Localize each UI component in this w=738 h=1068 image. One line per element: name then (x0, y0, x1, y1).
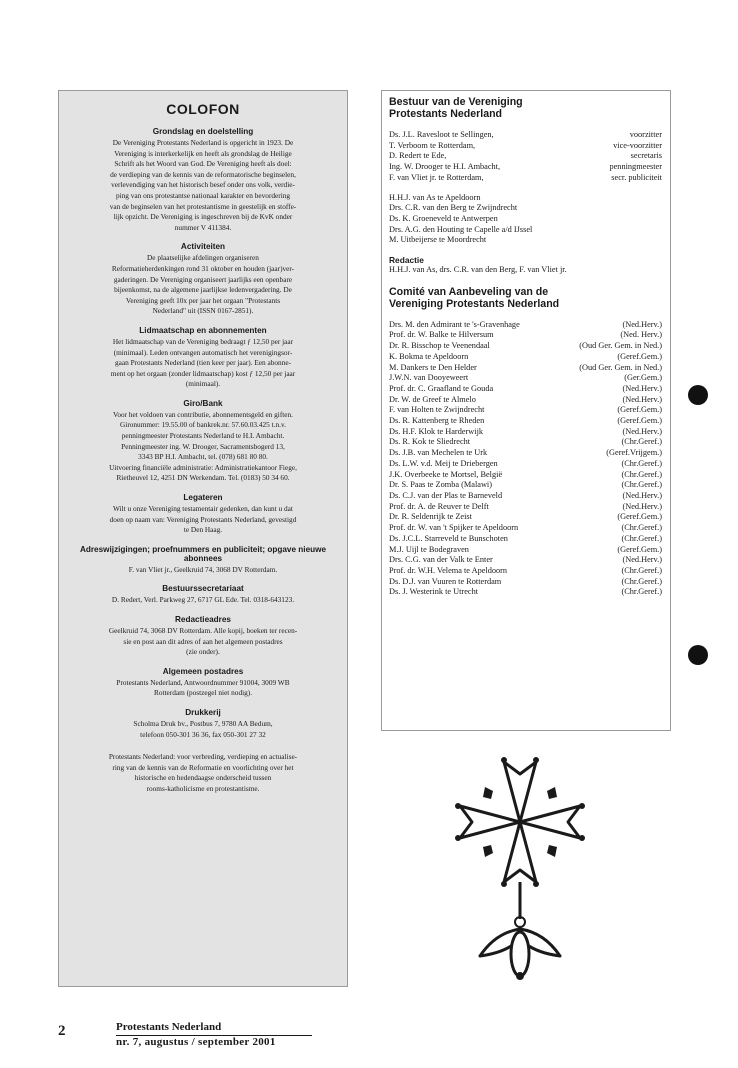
comite-row (389, 373, 662, 384)
comite-church: (Ned.Herv.) (622, 426, 662, 436)
redactie-text: H.H.J. van As, drs. C.R. van den Berg, F. van Vliet jr. (389, 265, 567, 275)
colofon-section-text (69, 253, 337, 317)
colofon-line: van de beginselen van het protestantisme in geestelijk en stoffe- (109, 201, 297, 211)
officer-row (389, 141, 662, 152)
comite-name: Drs. C.G. van der Valk te Enter (389, 555, 493, 565)
comite-church: (Chr.Geref.) (621, 480, 662, 490)
colofon-line: Wilt u onze Vereniging testamentair gedenken, dan kunt u dat (113, 504, 293, 514)
comite-name: M. Dankers te Den Helder (389, 362, 477, 372)
colofon-section-text (69, 337, 337, 390)
comite-name: J.K. Overbeeke te Mortsel, België (389, 469, 503, 479)
comite-name: Ds. J.C.L. Starreveld te Bunschoten (389, 533, 508, 543)
binder-hole-bottom (688, 645, 708, 665)
colofon-line: Reformatieherdenkingen rond 31 oktober en houden (jaar)ver- (111, 263, 295, 273)
colofon-line: sie en post aan dit adres of aan het algemeen postadres (123, 636, 283, 646)
comite-name: Ds. R. Kattenberg te Rheden (389, 416, 485, 426)
colofon-line: Schrift als het Woord van God. De Vereniging heeft als doel: (114, 159, 292, 169)
colofon-line: Het lidmaatschap van de Vereniging bedraagt ƒ 12,50 per jaar (112, 336, 294, 346)
comite-row (389, 352, 662, 363)
officer-role: secr. publiciteit (611, 172, 662, 182)
colofon-section-text (69, 595, 337, 606)
comite-church: (Ned.Herv.) (622, 394, 662, 404)
comite-name: Dr. S. Paas te Zomba (Malawi) (389, 480, 492, 490)
board-title-line1: Bestuur van de Vereniging (389, 96, 523, 108)
colofon-closing-line: ring van de kennis van de Reformatie en voorlichting over het (112, 762, 294, 772)
colofon-section-heading: Bestuurssecretariaat (162, 584, 244, 594)
comite-church: (Ned.Herv.) (622, 383, 662, 393)
comite-name: Dr. R. Bisschop te Veenendaal (389, 341, 490, 351)
colofon-line: Uitvoering financiële administratie: Administratiekantoor Fiege, (109, 462, 297, 472)
comite-title (389, 286, 662, 310)
colofon-line: telefoon 050-301 36 36, fax 050-301 27 32 (140, 729, 266, 739)
board-box (381, 90, 671, 731)
comite-row (389, 405, 662, 416)
colofon-section-text (69, 565, 337, 576)
comite-row (389, 395, 662, 406)
colofon-section-text (69, 678, 337, 699)
colofon-closing-line: historische en hedendaagse onderscheid tussen (134, 773, 272, 783)
colofon-line: Penningmeester ing. W. Drooger, Sacramentsbogerd 13, (121, 441, 285, 451)
colofon-line: ping van ons protestantse nationaal karakter en bevordering (115, 190, 291, 200)
comite-church: (Chr.Geref.) (621, 437, 662, 447)
comite-church: (Oud Ger. Gem. in Ned.) (579, 362, 662, 372)
comite-church: (Ned.Herv.) (622, 501, 662, 511)
colofon-line: Geelkruid 74, 3068 DV Rotterdam. Alle kopij, boeken ter recen- (108, 626, 298, 635)
huguenot-cross-icon (440, 744, 600, 1004)
comite-row (389, 437, 662, 448)
comite-row (389, 320, 662, 331)
officer-row (389, 173, 662, 184)
comite-name: Dr. R. Seldenrijk te Zeist (389, 512, 472, 522)
comite-row (389, 470, 662, 481)
colofon-section-heading: Giro/Bank (183, 398, 223, 408)
colofon-section-text (69, 719, 337, 740)
comite-name: Ds. C.J. van der Plas te Barneveld (389, 490, 503, 500)
comite-church: (Chr.Geref.) (621, 458, 662, 468)
comite-name: Ds. H.F. Klok te Harderwijk (389, 426, 484, 436)
colofon-section-heading: Legateren (183, 493, 223, 503)
board-member: M. Uitbeijerse te Moordrecht (389, 235, 487, 245)
issue-info: nr. 7, augustus / september 2001 (116, 1036, 276, 1048)
comite-row (389, 555, 662, 566)
colofon-section-heading: Redactieadres (175, 615, 231, 624)
redactie-heading: Redactie (389, 255, 424, 266)
comite-row (389, 416, 662, 427)
officer-list (389, 130, 662, 184)
comite-row (389, 363, 662, 374)
officer-row (389, 151, 662, 162)
comite-row (389, 491, 662, 502)
colofon-line: (zie onder). (186, 647, 220, 657)
colofon-line: Protestants Nederland, Antwoordnummer 91004, 3009 WB (116, 677, 290, 687)
comite-row (389, 534, 662, 545)
comite-name: Ds. D.J. van Vuuren te Rotterdam (389, 576, 502, 586)
comite-church: (Geref.Gem.) (617, 512, 662, 522)
comite-church: (Geref.Vrijgem.) (606, 448, 662, 458)
comite-row (389, 384, 662, 395)
officer-name: T. Verboom te Rotterdam, (389, 140, 476, 150)
colofon-closing-line: Protestants Nederland: voor verbreding, verdieping en actualise- (108, 752, 298, 762)
colofon-section-text (69, 504, 337, 536)
comite-name: Dr. W. de Greef te Almelo (389, 394, 476, 404)
comite-name: Ds. R. Kok te Sliedrecht (389, 437, 471, 447)
comite-name: Prof. dr. A. de Reuver te Delft (389, 501, 489, 511)
officer-name: Ing. W. Drooger te H.I. Ambacht, (389, 162, 501, 172)
colofon-sections (69, 127, 337, 740)
board-member-list (389, 193, 662, 247)
colofon-line: De Vereniging Protestants Nederland is opgericht in 1923. De (112, 138, 294, 147)
comite-row (389, 545, 662, 556)
comite-church: (Geref.Gem.) (617, 416, 662, 426)
colofon-line: (minimaal). (185, 379, 221, 389)
colofon-section-text (69, 410, 337, 484)
comite-name: F. van Holten te Zwijndrecht (389, 405, 485, 415)
colofon-line: te Den Haag. (183, 525, 223, 535)
comite-name: Ds. L.W. v.d. Meij te Driebergen (389, 458, 498, 468)
colofon-title: COLOFON (166, 101, 240, 117)
comite-church: (Chr.Geref.) (621, 523, 662, 533)
comite-row (389, 502, 662, 513)
comite-church: (Ned.Herv.) (622, 490, 662, 500)
colofon-line: gaan Protestants Nederland (tien keer per jaar). Een abonne- (114, 358, 292, 368)
page-number: 2 (58, 1023, 66, 1039)
comite-row (389, 330, 662, 341)
colofon-line: nummer V 411384. (174, 222, 232, 232)
comite-name: Prof. dr. W. van 't Spijker te Apeldoorn (389, 523, 519, 533)
colofon-line: Vereniging is interkerkelijk en heeft als grondslag de Heilige (114, 148, 292, 158)
comite-name: J.W.N. van Dooyeweert (389, 373, 469, 383)
binder-hole-top (688, 385, 708, 405)
colofon-section-text (69, 138, 337, 233)
comite-row (389, 566, 662, 577)
comite-title-line2: Vereniging Protestants Nederland (389, 297, 560, 310)
colofon-section-heading: Lidmaatschap en abonnementen (139, 325, 267, 335)
comite-church: (Geref.Gem.) (617, 405, 662, 415)
colofon-section-heading: Drukkerij (185, 707, 221, 717)
comite-church: (Ned.Herv.) (622, 555, 662, 565)
publication-footer (116, 1021, 312, 1049)
comite-church: (Geref.Gem.) (617, 544, 662, 554)
officer-name: Ds. J.L. Ravesloot te Sellingen, (389, 130, 494, 139)
comite-row (389, 577, 662, 588)
colofon-line: Nederland" uit (ISSN 0167-2851). (152, 306, 254, 316)
comite-row (389, 512, 662, 523)
colofon-line: (minimaal). Leden ontvangen automatisch het verenigingsor- (113, 347, 293, 357)
comite-name: Prof. dr. C. Graafland te Gouda (389, 383, 494, 393)
officer-name: D. Redert te Ede, (389, 151, 447, 161)
comite-row (389, 448, 662, 459)
comite-church: (Ned. Herv.) (620, 330, 662, 340)
colofon-line: penningmeester Protestants Nederland te H.I. Ambacht. (121, 431, 285, 441)
colofon-line: Rotterdam (postzegel niet nodig). (153, 688, 253, 698)
comite-name: Ds. J.B. van Mechelen te Urk (389, 448, 488, 458)
colofon-closing (69, 752, 337, 794)
comite-row (389, 459, 662, 470)
officer-role: vice-voorzitter (613, 140, 662, 150)
board-member: H.H.J. van As te Apeldoorn (389, 192, 481, 202)
colofon-section-text (69, 626, 337, 658)
comite-row (389, 523, 662, 534)
colofon-line: Gironummer: 19.55.00 of bankrek.nr. 57.60.03.425 t.n.v. (120, 420, 286, 430)
officer-role: voorzitter (629, 130, 662, 139)
comite-church: (Oud Ger. Gem. in Ned.) (579, 341, 662, 351)
comite-church: (Chr.Geref.) (621, 469, 662, 479)
board-title (389, 96, 662, 120)
colofon-line: De plaatselijke afdelingen organiseren (147, 253, 259, 263)
comite-name: Drs. M. den Admirant te 's-Gravenhage (389, 319, 520, 329)
comite-name: Ds. J. Westerink te Utrecht (389, 587, 479, 597)
colofon-line: Rietheuvel 12, 4251 DN Werkendam. Tel. (0183) 50 34 60. (116, 473, 290, 483)
officer-name: F. van Vliet jr. te Rotterdam, (389, 172, 484, 182)
colofon-box (58, 90, 348, 987)
colofon-line: doen op naam van: Vereniging Protestants Nederland, gevestigd (109, 514, 297, 524)
comite-church: (Chr.Geref.) (621, 587, 662, 597)
colofon-line: 3343 BP H.I. Ambacht, tel. (078) 681 80 80. (138, 452, 268, 462)
board-title-line2: Protestants Nederland (389, 108, 503, 120)
board-member: Drs. C.R. van den Berg te Zwijndrecht (389, 203, 518, 213)
colofon-line: Vereniging geeft 10x per jaar het orgaan "Protestants (125, 295, 281, 305)
comite-row (389, 427, 662, 438)
colofon-closing-line: rooms-katholicisme en protestantisme. (146, 783, 260, 793)
comite-name: Prof. dr. W.H. Velema te Apeldoorn (389, 565, 508, 575)
publication-title: Protestants Nederland (116, 1021, 312, 1036)
comite-row (389, 341, 662, 352)
comite-church: (Chr.Geref.) (621, 533, 662, 543)
officer-row (389, 162, 662, 173)
comite-church: (Chr.Geref.) (621, 565, 662, 575)
comite-row (389, 587, 662, 598)
colofon-line: verlevendiging van het historisch besef onder ons volk, verdie- (111, 180, 295, 190)
colofon-line: Scholma Druk bv., Postbus 7, 9780 AA Bedum, (133, 718, 273, 728)
colofon-line: bijeenkomst, na de algemene jaarlijkse ledenvergadering. De (114, 285, 292, 295)
comite-list (389, 320, 662, 598)
colofon-line: ment op het orgaan (zonder lidmaatschap) kost ƒ 12,50 per jaar (110, 368, 296, 378)
comite-row (389, 480, 662, 491)
comite-church: (Ned.Herv.) (622, 319, 662, 329)
comite-name: K. Bokma te Apeldoorn (389, 351, 469, 361)
comite-name: M.J. Uijl te Bodegraven (389, 544, 469, 554)
comite-name: Prof. dr. W. Balke te Hilversum (389, 330, 494, 340)
comite-title-line1: Comité van Aanbeveling van de (389, 285, 549, 298)
board-member: Drs. A.G. den Houting te Capelle a/d IJssel (389, 224, 533, 234)
colofon-section-heading: Algemeen postadres (162, 666, 244, 676)
officer-role: penningmeester (609, 162, 662, 172)
colofon-line: lijk opzicht. De Vereniging is ingeschreven bij de KvK onder (113, 212, 293, 222)
officer-row (389, 130, 662, 141)
colofon-line: F. van Vliet jr., Geelkruid 74, 3068 DV Rotterdam. (128, 564, 278, 574)
board-member: Ds. K. Groeneveld te Antwerpen (389, 213, 498, 223)
colofon-line: de verdieping van de kennis van de reformatorische beginselen, (110, 169, 296, 179)
colofon-line: gaderingen. De Vereniging organiseert jaarlijks een openbare (113, 274, 293, 284)
comite-church: (Geref.Gem.) (617, 351, 662, 361)
officer-role: secretaris (630, 151, 662, 161)
colofon-line: D. Redert, Verl. Parkweg 27, 6717 GL Ede. Tel. 0318-643123. (111, 595, 295, 605)
colofon-section-heading: Grondslag en doelstelling (152, 127, 254, 136)
colofon-line: Voor het voldoen van contributie, abonnementsgeld en giften. (112, 409, 293, 419)
comite-church: (Ger.Gem.) (624, 373, 662, 383)
colofon-section-heading: Activiteiten (180, 242, 226, 252)
comite-church: (Chr.Geref.) (621, 576, 662, 586)
colofon-section-heading: Adreswijzigingen; proefnummers en publiciteit; opgave nieuwe abonnees (79, 544, 327, 563)
